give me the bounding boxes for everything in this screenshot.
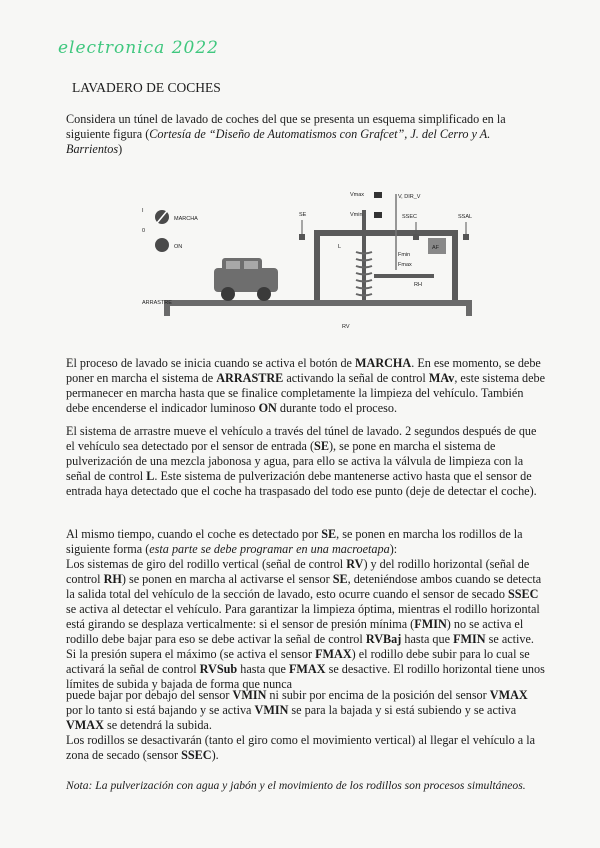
ssal-sensor-icon [463,234,469,240]
l-valve-label: L [338,244,342,250]
v-dir-label: V, DIR_V [398,194,421,200]
gantry-top-beam [314,230,458,236]
ssec-label: SSEC [402,214,417,220]
intro-paragraph: Considera un túnel de lavado de coches del que se presenta un esquema simplificado en la siguiente figura (Cortesía de “Diseño de Automatismos con Grafcet”, J. del Cerro y A. Barrientos) [66,112,506,156]
conveyor-belt [164,300,472,306]
ssal-label: SSAL [458,214,473,220]
marcha-label: MARCHA [174,216,198,222]
on-lamp-icon [155,238,169,252]
rh-label: RH [414,282,422,288]
horizontal-roller [374,274,434,278]
page-title: LAVADERO DE COCHES [72,80,221,95]
switch-on-mark: I [142,208,144,214]
ssec-sensor-icon [413,234,419,240]
handwritten-header: electronica 2022 [58,38,219,58]
vmin-label: Vmin [350,212,363,218]
af-label: AF [432,245,440,251]
rv-label: RV [342,324,350,330]
vmin-sensor-icon [374,212,382,218]
fmax-label: Fmax [398,262,412,268]
se-label: SE [299,212,307,218]
switch-off-mark: 0 [142,228,146,234]
car-wash-diagram [136,190,486,336]
vmax-sensor-icon [374,192,382,198]
se-sensor-icon [299,234,305,240]
on-label: ON [174,244,183,250]
paragraph-roller-limits: puede bajar por debajo del sensor VMIN ni subir por encima de la posición del sensor VMAX por lo tanto si está bajando y se activa VMIN se para la bajada y si está subiendo y se activa VMAX se detendrá la subida. Los rodillos se desactivarán (tanto el giro como el movimiento vertical) al llegar el vehículo a la zona de secado (sensor SSEC). [66,688,536,762]
note: Nota: La pulverización con agua y jabón y el movimiento de los rodillos son procesos simultáneos. [66,779,526,792]
vmax-label: Vmax [350,192,365,198]
fmin-label: Fmin [398,252,411,258]
paragraph-spray-system: El sistema de arrastre mueve el vehículo a través del túnel de lavado. 2 segundos después de que el vehículo sea detectado por el sensor de entrada (SE), se pone en marcha el sistema de pulverización de una mezcla jabonosa y agua, para ello se activa la válvula de limpieza con la señal de control L. Este sistema de pulverización debe mantenerse activo hasta que el sensor de entrada haya detectado que el coche ha traspasado del todo ese punto (deje de detectar el coche). [66,424,537,498]
credit-citation: Cortesía de “Diseño de Automatismos con Grafcet”, J. del Cerro y A. Barrientos [66,127,491,156]
paragraph-process-start: El proceso de lavado se inicia cuando se activa el botón de MARCHA. En ese momento, se debe poner en marcha el sistema de ARRASTRE activando la señal de control MAv, este sistema debe permanecer en marcha hasta que se finalice completamente la limpieza del vehículo. También debe encenderse el indicador luminoso ON durante todo el proceso. [66,356,546,415]
car-icon [214,258,278,301]
paragraph-rollers: Al mismo tiempo, cuando el coche es detectado por SE, se ponen en marcha los rodillos de la siguiente forma (esta parte se debe programar en una macroetapa): Los sistemas de giro del rodillo vertical (señal de control RV) y del rodillo horizontal (señal de control RH) se ponen en marcha al activarse el sensor SE, deteniéndose ambos cuando se detecta la salida total del vehículo de la sección de lavado, esto ocurre cuando el sensor de secado SSEC se activa al detectar el vehículo. Para garantizar la limpieza óptima, mientras el rodillo horizontal está girando se desplaza verticalmente: si el sensor de presión mínima (FMIN) no se activa el rodillo debe bajar para eso se debe activar la señal de control RVBaj hasta que FMIN se active. Si la presión supera el máximo (se activa el sensor FMAX) el rodillo debe subir para lo cual se activará la señal de control RVSub hasta que FMAX se desactive. El rodillo horizontal tiene unos límites de subida y bajada de forma que nunca [66,527,545,691]
arrastre-label: ARRASTRE [142,300,172,306]
